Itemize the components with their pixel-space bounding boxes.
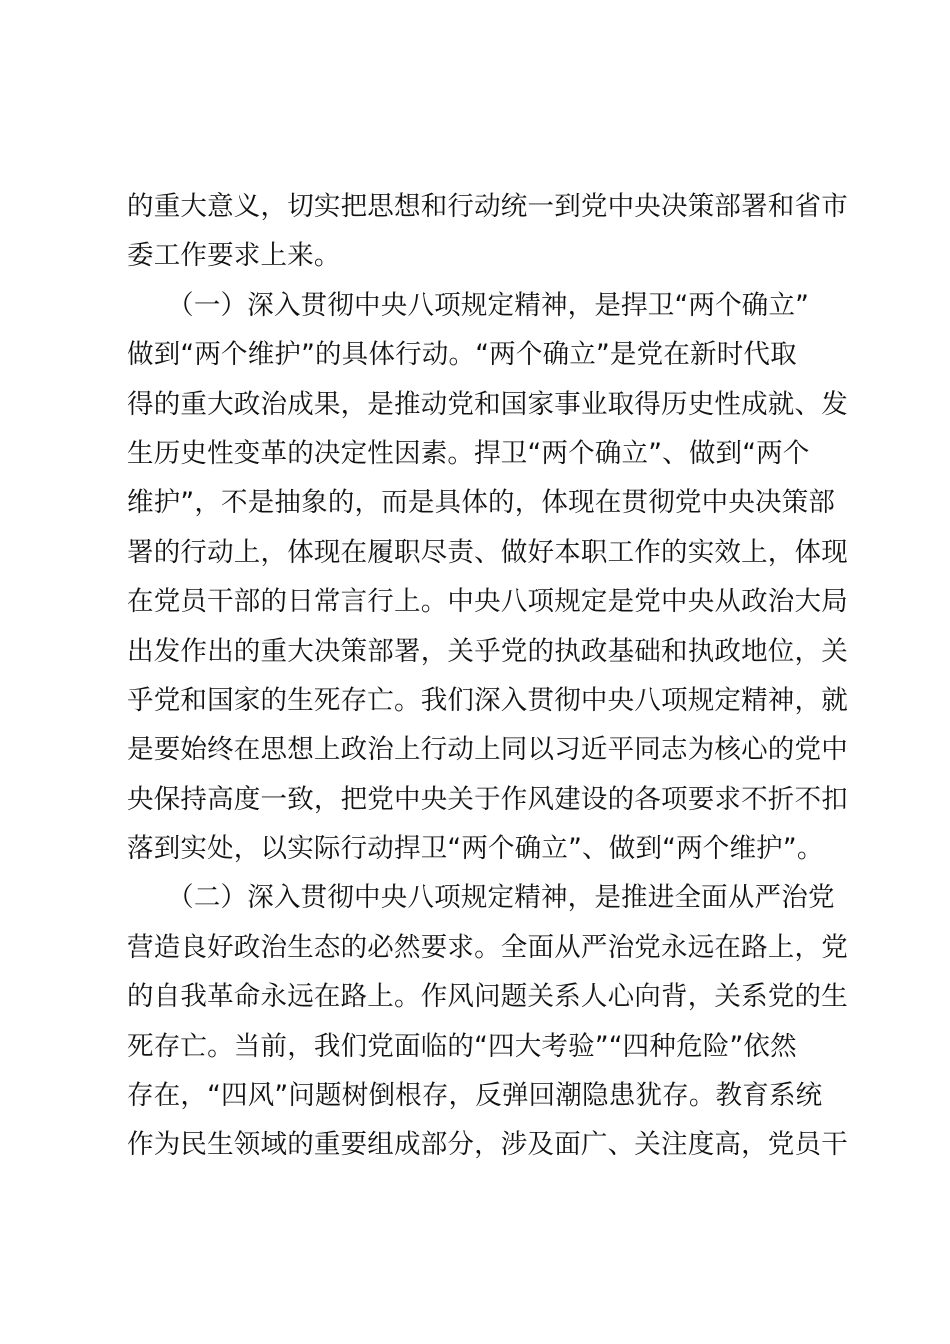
text-line: 落到实处，以实际行动捍卫“两个确立”、做到“两个维护”。: [127, 833, 824, 865]
text-line: 出发作出的重大决策部署，关乎党的执政基础和执政地位，关: [127, 635, 848, 667]
section-heading-line: （一）深入贯彻中央八项规定精神，是捍卫“两个确立”: [127, 289, 810, 321]
text-line: 生历史性变革的决定性因素。捍卫“两个确立”、做到“两个: [127, 437, 810, 469]
text-line: 在党员干部的日常言行上。中央八项规定是党中央从政治大局: [127, 586, 848, 618]
section-heading-line: （二）深入贯彻中央八项规定精神，是推进全面从严治党: [127, 882, 835, 914]
text-line: 央保持高度一致，把党中央关于作风建设的各项要求不折不扣: [127, 783, 848, 815]
text-line: 的自我革命永远在路上。作风问题关系人心向背，关系党的生: [127, 981, 848, 1013]
text-line: 的重大意义，切实把思想和行动统一到党中央决策部署和省市: [127, 191, 848, 222]
text-line: 做到“两个维护”的具体行动。“两个确立”是党在新时代取: [127, 339, 797, 371]
text-line: 得的重大政治成果，是推动党和国家事业取得历史性成就、发: [127, 388, 848, 420]
text-line: 署的行动上，体现在履职尽责、做好本职工作的实效上，体现: [127, 536, 848, 568]
document-body: [127, 182, 848, 1170]
text-line: 作为民生领域的重要组成部分，涉及面广、关注度高，党员干: [127, 1129, 848, 1161]
text-line: 死存亡。当前，我们党面临的“四大考验”“四种危险”依然: [127, 1030, 797, 1062]
text-line: 维护”，不是抽象的，而是具体的，体现在贯彻党中央决策部: [127, 487, 836, 519]
text-line: 是要始终在思想上政治上行动上同以习近平同志为核心的党中: [127, 734, 848, 766]
text-line: 乎党和国家的生死存亡。我们深入贯彻中央八项规定精神，就: [127, 684, 848, 716]
text-line: 委工作要求上来。: [127, 240, 341, 272]
text-line: 存在，“四风”问题树倒根存，反弹回潮隐患犹存。教育系统: [127, 1080, 823, 1112]
text-line: 营造良好政治生态的必然要求。全面从严治党永远在路上，党: [127, 931, 848, 963]
